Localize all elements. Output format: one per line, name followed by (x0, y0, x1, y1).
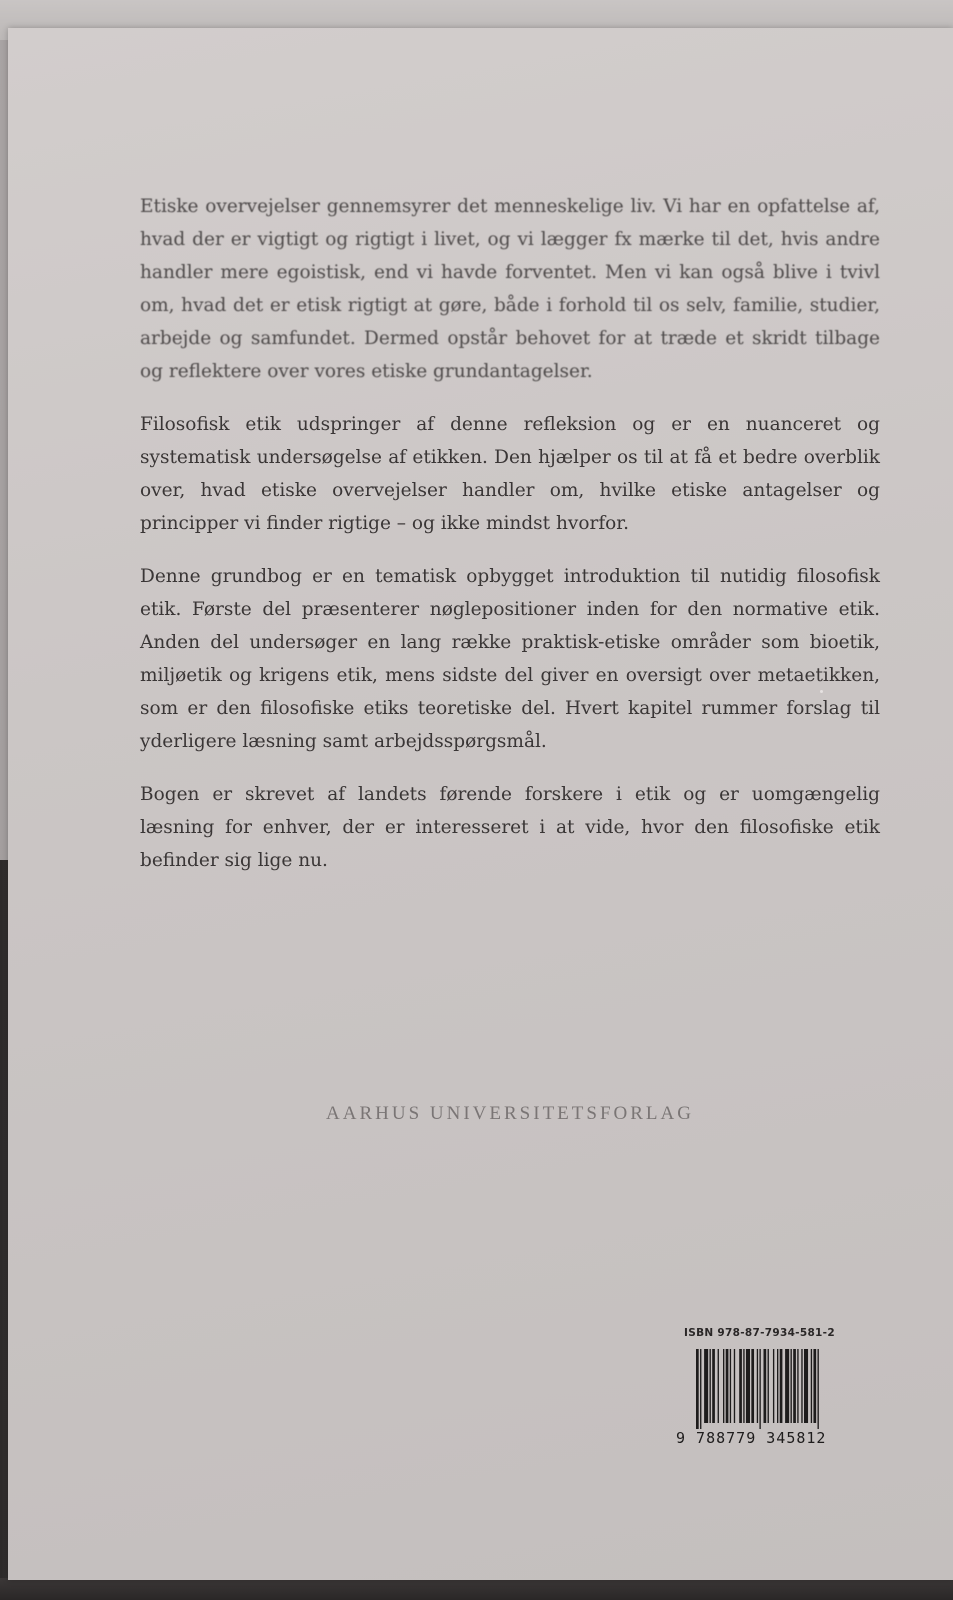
barcode-bar (757, 1349, 758, 1423)
isbn-label: ISBN 978-87-7934-581-2 (684, 1327, 835, 1339)
barcode-block (676, 1327, 876, 1457)
barcode-bar (739, 1349, 742, 1423)
barcode-bar (759, 1349, 760, 1429)
blurb-paragraph-4: Bogen er skrevet af landets førende forskere i etik og er uomgængelig læsning for enhver, der er interesseret i at vide, hvor den filosofiske etik befinder sig lige nu. (140, 784, 880, 871)
barcode-bar (726, 1349, 729, 1423)
barcode-bar (710, 1349, 711, 1423)
barcode-bar (768, 1349, 769, 1423)
barcode-bar (696, 1349, 699, 1429)
blurb-paragraph-3: Denne grundbog er en tematisk opbygget introduktion til nutidig filosofisk etik. Første del præsenterer nøglepositioner inden for den normative etik. Anden del undersøger en lang række praktisk-etiske områder som bioetik, miljøetik og krigens etik, mens sidste del giver en oversigt over metaetikken, som er den filosofiske etiks teoretiske del. Hvert kapitel rummer forslag til yderligere læsning samt arbejdsspørgsmål. (140, 566, 880, 752)
barcode-bar (780, 1349, 783, 1423)
barcode-bar (751, 1349, 754, 1423)
barcode-bar (712, 1349, 715, 1423)
background-bottom-edge (0, 1578, 953, 1600)
barcode-bar (797, 1349, 798, 1423)
barcode-bar (811, 1349, 812, 1423)
barcode-bar (818, 1349, 819, 1429)
barcode-bar (793, 1349, 796, 1423)
barcode-bar (804, 1349, 808, 1423)
blurb-paragraph-1: Etiske overvejelser gennemsyrer det menneskelige liv. Vi har en opfattelse af, hvad der er vigtigt og rigtigt i livet, og vi lægger fx mærke til det, hvis andre handler mere egoistisk, end vi havde forventet. Men vi kan også blive i tvivl om, hvad det er etisk rigtigt at gøre, både i forhold til os selv, familie, studier, arbejde og samfundet. Dermed opstår behovet for at træde et skridt tilbage og reflektere over vores etiske grundantagelser. (140, 196, 880, 382)
barcode-bar (700, 1349, 701, 1429)
barcode-bar (734, 1349, 735, 1423)
barcode-bar (813, 1349, 816, 1423)
barcode-bar (785, 1349, 789, 1423)
blurb-paragraph-2: Filosofisk etik udspringer af denne refleksion og er en nuanceret og systematisk undersøgelse af etikken. Den hjælper os til at få et bedre overblik over, hvad etiske overvejelser handler om, hvilke etiske antagelser og principper vi finder rigtige – og ikke mindst hvorfor. (140, 414, 880, 534)
barcode-bar (730, 1349, 731, 1423)
publisher-name: AARHUS UNIVERSITETSFORLAG (326, 1103, 694, 1124)
barcode-bars (696, 1349, 856, 1429)
barcode-digits: 9 788779 345812 (676, 1429, 827, 1447)
barcode-bar (718, 1349, 719, 1423)
barcode-bar (801, 1349, 802, 1423)
barcode-bar (723, 1349, 724, 1423)
barcode-bar (777, 1349, 778, 1423)
barcode-bar (704, 1349, 708, 1423)
barcode-bar (746, 1349, 750, 1423)
barcode-bar (773, 1349, 774, 1423)
barcode-bar (743, 1349, 744, 1423)
blurb-text (140, 190, 880, 897)
barcode-bar (791, 1349, 792, 1423)
barcode-bar (764, 1349, 767, 1423)
